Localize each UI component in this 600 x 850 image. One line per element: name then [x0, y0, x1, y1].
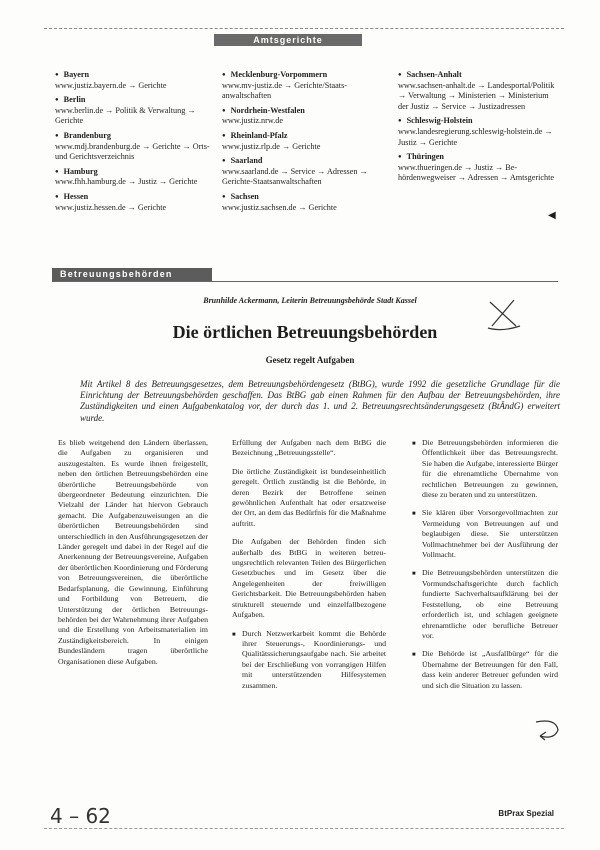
court-column-3: [398, 70, 558, 188]
state-name: ● Nordrhein-Westfalen: [222, 106, 305, 115]
body-column-2: [232, 438, 386, 699]
court-entry: [55, 167, 215, 188]
court-url-link[interactable]: www.sachsen-anhalt.de → Landesportal/Politik → Verwaltung → Ministerien → Ministerium der Justiz → Service → Justizadressen: [398, 80, 555, 111]
court-entry: [222, 70, 392, 102]
state-name: ● Brandenburg: [55, 131, 111, 140]
court-url-link[interactable]: www.mdj.brandenburg.de → Gerichte → Orts- und Gerichtsverzeichnis: [55, 141, 210, 162]
state-name: ● Rheinland-Pfalz: [222, 131, 288, 140]
state-name: ● Hamburg: [55, 167, 98, 176]
court-entry: [55, 131, 215, 163]
state-name: ● Saarland: [222, 156, 262, 165]
state-name: ● Hessen: [55, 192, 88, 201]
court-url-link[interactable]: www.berlin.de → Politik & Verwaltung → Gerichte: [55, 105, 196, 126]
court-entry: [398, 152, 558, 184]
section-rule: [52, 281, 558, 282]
body-column-3: [412, 438, 558, 699]
state-name: ● Thüringen: [398, 152, 444, 161]
top-rule: [44, 28, 564, 29]
court-column-2: [222, 70, 392, 217]
hand-drawn-arrow-mark: [532, 716, 562, 742]
article-subtitle: Gesetz regelt Aufgaben: [265, 355, 355, 365]
body-paragraph: Es blieb weitgehend den Ländern überlassen, die Aufgaben zu organisieren und auszugestalten. Es wurde ihnen freigestellt, neben den örtlichen Betreuungsbehörden eine überörtliche Betreuungsbehörde von übergeordneter Bedeutung einzurichten. Die Vielzahl der Länder hat hiervon Gebrauch gemacht. Die Aufgabenzuweisungen an die überörtlichen Betreuungsbehörden sind unterschiedlich in den Ausführungsgesetzen der Länder geregelt und dabei in der Regel auf die Anerkennung der Betreuungsvereine, Aufgaben der überörtlichen Koordinierung und Förderung von Betreuungsvereinen, die überörtliche Bedarfsplanung, die Gewinnung, Einführung und Fortbildung von Betreuern, die Unterstützung der örtlichen Betreuungsbehörden bei der Wahrnehmung ihrer Aufgaben und die Erstellung von Arbeitsmaterialien im Zuständigkeitsbereich. In einigen Bundesländern tragen überörtliche Organisationen diese Aufgaben.: [58, 438, 208, 666]
article-lead: Mit Artikel 8 des Betreuungsgesetzes, dem Betreuungsbehördengesetz (BtBG), wurde 1992 die gesetzliche Grundlage für die Einrichtung der Betreuungsbehörden geschaffen. Das BtBG gab einen Rahmen für den Aufbau der Betreuungsbehörden, ihre Zuständigkeiten und einen Aufgabenkatalog vor, der durch das 1. und 2. Betreuungsrechtsänderungsgesetz (BtÄndG) erweitert wurde.: [80, 379, 560, 423]
body-paragraph: Die Aufgaben der Behörden finden sich außerhalb des BtBG in weiteren betreuungsrechtlich relevanten Teilen des Bürgerlichen Gesetzbuches und im Gesetz über die Angelegenheiten der freiwilligen Gerichtsbarkeit. Die Betreuungsbehörden haben strukturell steuernde und einzelfallbezogene Aufgaben.: [232, 537, 386, 620]
bottom-rule: [44, 828, 564, 829]
state-name: ● Schleswig-Holstein: [398, 116, 473, 125]
court-url-link[interactable]: www.landesregierung.schleswig-holstein.de → Justiz → Gerichte: [398, 126, 553, 147]
court-entry: [398, 70, 558, 112]
court-url-link[interactable]: www.justiz.bayern.de → Gerichte: [55, 80, 167, 90]
court-url-link[interactable]: www.fhh.hamburg.de → Justiz → Gerichte: [55, 177, 198, 187]
court-url-link[interactable]: www.thueringen.de → Justiz → Behördenwegweiser → Adressen → Amtsgerichte: [398, 162, 554, 183]
court-entry: [222, 106, 392, 127]
state-name: ● Bayern: [55, 70, 89, 79]
state-name: ● Sachsen: [222, 192, 259, 201]
court-entry: [55, 95, 215, 127]
court-entry: [55, 192, 215, 213]
body-paragraph: Die örtliche Zuständigkeit ist bundeseinheitlich geregelt. Örtlich zuständig ist die Behörde, in deren Bezirk der Betroffene seinen gewöhnlichen Aufenthalt hat oder ersatzweise der Ort, an dem das Bedürfnis für die Maßnahme auftritt.: [232, 466, 386, 528]
section-label: Betreuungsbehörden: [52, 268, 212, 281]
state-name: ● Sachsen-Anhalt: [398, 70, 462, 79]
court-column-1: [55, 70, 215, 217]
court-url-link[interactable]: www.justiz.rlp.de → Gerichte: [222, 141, 321, 151]
body-bullet: ■ Die Betreuungsbehörden informieren die Öffentlichkeit über das Betreuungsrecht. Sie haben die Aufgabe, interessierte Bürger für die ehrenamtliche Übernahme von rechtlichen Betreuungen zu gewinnen, diese zu beraten und zu unterstützen.: [422, 438, 558, 500]
court-url-link[interactable]: www.justiz.nrw.de: [222, 116, 284, 126]
state-name: ● Berlin: [55, 95, 85, 104]
court-url-link[interactable]: www.saarland.de → Service → Adressen → Gerichte-Staatsanwaltschaften: [222, 166, 368, 187]
court-url-link[interactable]: www.justiz.hessen.de → Gerichte: [55, 202, 167, 212]
continue-arrow-icon: ◀: [548, 210, 556, 221]
body-column-1: [58, 438, 208, 675]
court-entry: [55, 70, 215, 91]
body-bullet: ■ Die Behörde ist „Ausfallbürge“ für die Übernahme der Betreuungen für den Fall, dass kein anderer Betreuer gefunden wird und sich die Situation zu lassen.: [422, 649, 558, 691]
court-entry: [222, 156, 392, 188]
amtsgerichte-banner: Amtsgerichte: [214, 34, 362, 46]
publication-name: BtPrax Spezial: [498, 809, 554, 818]
body-bullet: ■ Sie klären über Vorsorgevollmachten zur Vermeidung von Betreuungen auf und beglaubigen diese. Sie unterstützen Vollmachtnehmer bei der Ausführung der Vollmacht.: [422, 508, 558, 560]
court-entry: [222, 192, 392, 213]
court-url-link[interactable]: www.justiz.sachsen.de → Gerichte: [222, 202, 337, 212]
body-bullet: ■ Durch Netzwerkarbeit kommt die Behörde ihrer Steuerungs-, Koordinierungs- und Qualitätssicherungsaufgabe nach. Sie arbeitet bei der Erschließung von vorrangigen Hilfen mit unterstützenden Hilfesystemen zusammen.: [242, 629, 386, 691]
state-name: ● Mecklenburg-Vorpommern: [222, 70, 327, 79]
article-title: Die örtlichen Betreuungsbehörden: [172, 322, 438, 342]
court-entry: [398, 116, 558, 148]
body-paragraph: Erfüllung der Aufgaben nach dem BtBG die Bezeichnung „Betreuungsstelle“.: [232, 438, 386, 458]
body-bullet: ■ Die Betreuungsbehörden unterstützen die Vormundschaftsgerichte durch fachlich fundierte Sachverhaltsaufklärung bei der Feststellung, ob eine Betreuung erforderlich ist, und schlagen geeignete ehrenamtliche oder berufliche Betreuer vor.: [422, 568, 558, 641]
article-author: Brunhilde Ackermann, Leiterin Betreuungsbehörde Stadt Kassel: [203, 296, 417, 305]
court-url-link[interactable]: www.mv-justiz.de → Gerichte/Staatsanwaltschaften: [222, 80, 347, 101]
page-number: 4 – 62: [50, 804, 111, 828]
court-entry: [222, 131, 392, 152]
